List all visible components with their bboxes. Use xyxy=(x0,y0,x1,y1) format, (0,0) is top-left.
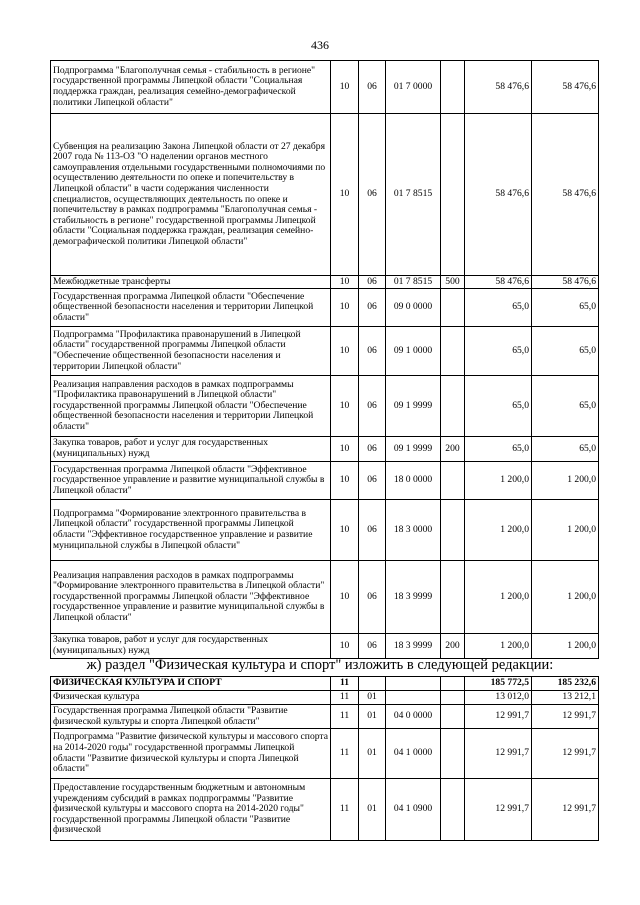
row-expense-kind xyxy=(441,779,465,841)
row-amount-first: 65,0 xyxy=(465,327,532,376)
row-name: Предоставление государственным бюджетным и автономным учреждениям субсидий в рамках подпрограммы "Развитие физической культуры и массового спорта на 2014-2020 годы" государственной программы Липецкой области "Развитие физической xyxy=(51,779,331,841)
row-subsection-code: 06 xyxy=(359,289,386,327)
row-subsection-code: 06 xyxy=(359,114,386,276)
row-amount-first: 58 476,6 xyxy=(465,61,532,114)
row-section-code: 11 xyxy=(331,705,359,729)
row-target-article: 09 1 9999 xyxy=(386,376,441,437)
row-name: Государственная программа Липецкой области "Развитие физической культуры и спорта Липецкой области" xyxy=(51,705,331,729)
table-row xyxy=(51,462,599,500)
table-row xyxy=(51,437,599,462)
row-amount-first: 1 200,0 xyxy=(465,462,532,500)
row-section-code: 10 xyxy=(331,276,359,289)
table-row xyxy=(51,561,599,634)
row-expense-kind: 500 xyxy=(441,276,465,289)
row-name: Межбюджетные трансферты xyxy=(51,276,331,289)
row-expense-kind xyxy=(441,61,465,114)
row-name: Реализация направления расходов в рамках подпрограммы "Профилактика правонарушений в Липецкой области" государственной программы Липецкой области "Обеспечение общественной безопасности населения и территории Липецкой области" xyxy=(51,376,331,437)
row-name: Субвенция на реализацию Закона Липецкой области от 27 декабря 2007 года № 113-ОЗ "О наделении органов местного самоуправления отдельными государственными полномочиями по осуществлению деятельности по опеке и попечительству в Липецкой области" в части содержания численности специалистов, осуществляющих деятельность по опеке и попечительству в рамках подпрограммы "Благополучная семья - стабильность в регионе" государственной программы Липецкой области "Социальная поддержка граждан, реализация семейно-демографической политики Липецкой области" xyxy=(51,114,331,276)
row-name: Государственная программа Липецкой области "Эффективное государственное управление и развитие муниципальной службы в Липецкой области" xyxy=(51,462,331,500)
budget-table-top xyxy=(50,60,599,659)
row-subsection-code: 01 xyxy=(359,779,386,841)
row-amount-first: 185 772,5 xyxy=(465,677,532,691)
row-amount-second: 1 200,0 xyxy=(532,462,599,500)
table-row xyxy=(51,500,599,561)
row-subsection-code: 01 xyxy=(359,729,386,779)
row-expense-kind xyxy=(441,561,465,634)
row-expense-kind xyxy=(441,114,465,276)
row-target-article: 09 0 0000 xyxy=(386,289,441,327)
row-amount-second: 12 991,7 xyxy=(532,779,599,841)
row-amount-first: 1 200,0 xyxy=(465,634,532,659)
row-name: Подпрограмма "Формирование электронного правительства в Липецкой области" государственной программы Липецкой области "Эффективное государственное управление и развитие муниципальной службы в Липецкой области" xyxy=(51,500,331,561)
row-target-article xyxy=(386,691,441,705)
row-amount-second: 65,0 xyxy=(532,376,599,437)
row-amount-first: 12 991,7 xyxy=(465,705,532,729)
row-amount-first: 58 476,6 xyxy=(465,276,532,289)
row-amount-second: 58 476,6 xyxy=(532,114,599,276)
row-expense-kind xyxy=(441,500,465,561)
row-expense-kind xyxy=(441,462,465,500)
row-expense-kind: 200 xyxy=(441,634,465,659)
row-amount-second: 1 200,0 xyxy=(532,500,599,561)
row-section-code: 10 xyxy=(331,376,359,437)
table-row xyxy=(51,634,599,659)
row-target-article: 18 0 0000 xyxy=(386,462,441,500)
table-row xyxy=(51,289,599,327)
table-row xyxy=(51,779,599,841)
row-amount-second: 12 991,7 xyxy=(532,705,599,729)
row-target-article: 04 1 0900 xyxy=(386,779,441,841)
row-section-code: 10 xyxy=(331,437,359,462)
row-section-code: 10 xyxy=(331,500,359,561)
row-subsection-code: 01 xyxy=(359,691,386,705)
row-target-article: 04 0 0000 xyxy=(386,705,441,729)
row-subsection-code: 06 xyxy=(359,376,386,437)
row-amount-second: 58 476,6 xyxy=(532,276,599,289)
table-row xyxy=(51,327,599,376)
row-expense-kind xyxy=(441,376,465,437)
table-row xyxy=(51,61,599,114)
row-subsection-code: 06 xyxy=(359,61,386,114)
row-amount-first: 65,0 xyxy=(465,376,532,437)
row-subsection-code: 06 xyxy=(359,500,386,561)
row-expense-kind xyxy=(441,691,465,705)
row-amount-second: 65,0 xyxy=(532,437,599,462)
row-target-article xyxy=(386,677,441,691)
row-amount-second: 65,0 xyxy=(532,327,599,376)
row-amount-first: 1 200,0 xyxy=(465,561,532,634)
row-subsection-code: 01 xyxy=(359,705,386,729)
row-name: Государственная программа Липецкой области "Обеспечение общественной безопасности населения и территории Липецкой области" xyxy=(51,289,331,327)
row-section-code: 10 xyxy=(331,114,359,276)
row-target-article: 09 1 0000 xyxy=(386,327,441,376)
row-subsection-code: 06 xyxy=(359,634,386,659)
row-name: Подпрограмма "Развитие физической культуры и массового спорта на 2014-2020 годы" государственной программы Липецкой области "Развитие физической культуры и спорта Липецкой области" xyxy=(51,729,331,779)
row-section-code: 10 xyxy=(331,634,359,659)
row-amount-first: 12 991,7 xyxy=(465,729,532,779)
row-expense-kind xyxy=(441,677,465,691)
row-amount-second: 185 232,6 xyxy=(532,677,599,691)
row-amount-first: 13 012,0 xyxy=(465,691,532,705)
row-name: Закупка товаров, работ и услуг для государственных (муниципальных) нужд xyxy=(51,437,331,462)
row-amount-second: 58 476,6 xyxy=(532,61,599,114)
row-amount-first: 12 991,7 xyxy=(465,779,532,841)
row-section-code: 10 xyxy=(331,462,359,500)
row-expense-kind xyxy=(441,705,465,729)
row-amount-second: 1 200,0 xyxy=(532,561,599,634)
row-name: Физическая культура xyxy=(51,691,331,705)
row-target-article: 18 3 9999 xyxy=(386,561,441,634)
row-expense-kind: 200 xyxy=(441,437,465,462)
row-target-article: 18 3 0000 xyxy=(386,500,441,561)
row-subsection-code: 06 xyxy=(359,561,386,634)
row-section-code: 11 xyxy=(331,729,359,779)
row-subsection-code: 06 xyxy=(359,462,386,500)
row-amount-second: 13 212,1 xyxy=(532,691,599,705)
row-target-article: 01 7 8515 xyxy=(386,276,441,289)
row-target-article: 09 1 9999 xyxy=(386,437,441,462)
row-expense-kind xyxy=(441,289,465,327)
row-amount-first: 1 200,0 xyxy=(465,500,532,561)
row-amount-first: 65,0 xyxy=(465,437,532,462)
row-expense-kind xyxy=(441,327,465,376)
row-amount-second: 65,0 xyxy=(532,289,599,327)
table-row xyxy=(51,677,599,691)
row-name: Закупка товаров, работ и услуг для государственных (муниципальных) нужд xyxy=(51,634,331,659)
row-target-article: 04 1 0000 xyxy=(386,729,441,779)
row-section-code: 10 xyxy=(331,61,359,114)
row-name: ФИЗИЧЕСКАЯ КУЛЬТУРА И СПОРТ xyxy=(51,677,331,691)
table-row xyxy=(51,114,599,276)
row-section-code: 11 xyxy=(331,779,359,841)
row-section-code: 10 xyxy=(331,289,359,327)
row-section-code: 11 xyxy=(331,677,359,691)
row-amount-first: 58 476,6 xyxy=(465,114,532,276)
table-row xyxy=(51,276,599,289)
row-section-code: 11 xyxy=(331,691,359,705)
table-row xyxy=(51,705,599,729)
row-subsection-code: 06 xyxy=(359,327,386,376)
row-section-code: 10 xyxy=(331,327,359,376)
row-amount-second: 1 200,0 xyxy=(532,634,599,659)
row-section-code: 10 xyxy=(331,561,359,634)
row-name: Реализация направления расходов в рамках подпрограммы "Формирование электронного правительства в Липецкой области" государственной программы Липецкой области "Эффективное государственное управление и развитие муниципальной службы в Липецкой области" xyxy=(51,561,331,634)
section-note: ж) раздел "Физическая культура и спорт" изложить в следующей редакции: xyxy=(86,657,554,673)
row-subsection-code: 06 xyxy=(359,276,386,289)
row-amount-first: 65,0 xyxy=(465,289,532,327)
budget-table-bottom xyxy=(50,676,599,841)
row-expense-kind xyxy=(441,729,465,779)
row-subsection-code xyxy=(359,677,386,691)
row-name: Подпрограмма "Профилактика правонарушений в Липецкой области" государственной программы Липецкой области "Обеспечение общественной безопасности населения и территории Липецкой области" xyxy=(51,327,331,376)
page-number: 436 xyxy=(311,38,329,52)
row-target-article: 18 3 9999 xyxy=(386,634,441,659)
row-subsection-code: 06 xyxy=(359,437,386,462)
row-target-article: 01 7 0000 xyxy=(386,61,441,114)
row-target-article: 01 7 8515 xyxy=(386,114,441,276)
row-amount-second: 12 991,7 xyxy=(532,729,599,779)
table-row xyxy=(51,691,599,705)
table-row xyxy=(51,729,599,779)
table-row xyxy=(51,376,599,437)
row-name: Подпрограмма "Благополучная семья - стабильность в регионе" государственной программы Липецкой области "Социальная поддержка граждан, реализация семейно-демографической политики Липецкой области" xyxy=(51,61,331,114)
